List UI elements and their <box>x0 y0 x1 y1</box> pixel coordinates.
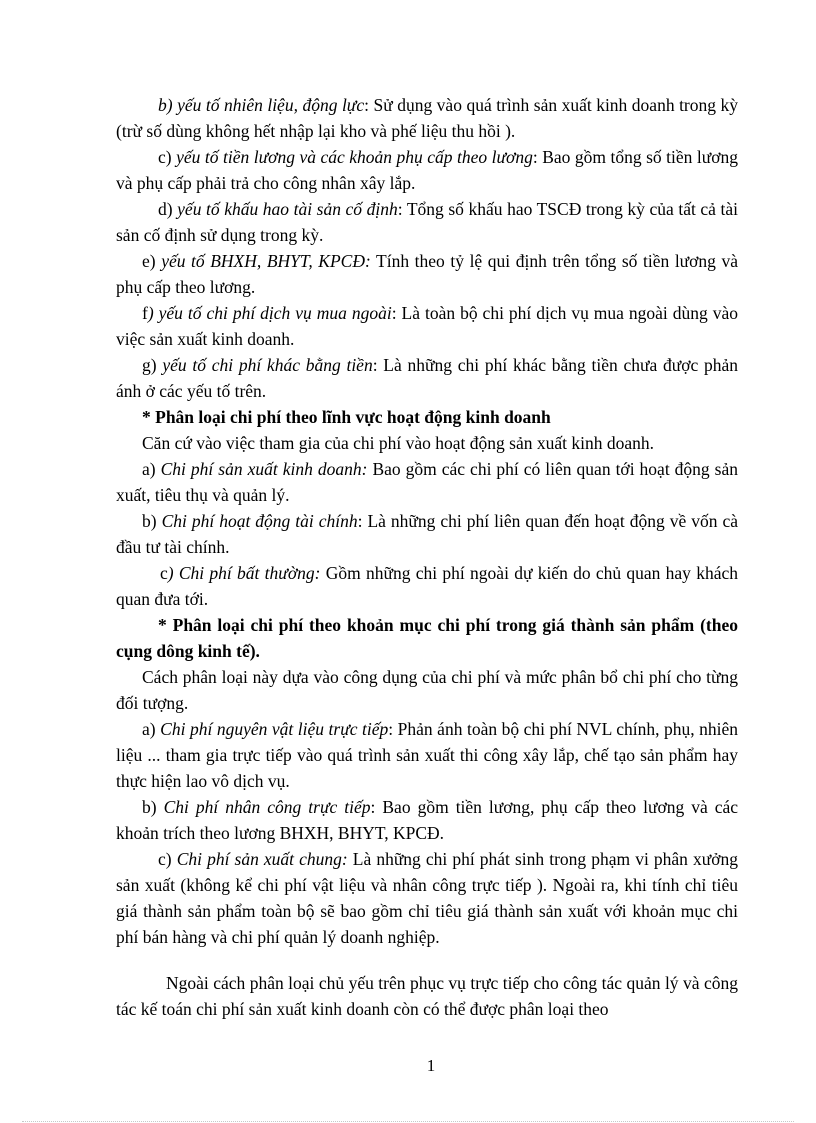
item-label: a) <box>142 719 156 739</box>
paragraph-outsourced-service-factor <box>116 300 738 352</box>
item-label: b) <box>158 95 173 115</box>
item-text: : Phản ánh toàn bộ chi phí NVL chính, phụ, nhiên liệu ... tham gia trực tiếp vào quá trình sản xuất thi công xây lắp, chế tạo sản phẩm hay thực hiện lao vô dịch vụ. <box>116 719 739 791</box>
paragraph-insurance-factor <box>116 248 738 300</box>
item-label: b) <box>142 511 157 531</box>
item-text: : Là những chi phí liên quan đến hoạt động về vốn cà đầu tư tài chính. <box>116 511 738 557</box>
item-text: Là những chi phí phát sinh trong phạm vi phân xưởng sản xuất (không kể chi phí vật liệu và nhân công trực tiếp ). Ngoài ra, khi tính chỉ tiêu giá thành sản phẩm toàn bộ sẽ bao gồm chỉ tiêu giá thành sản xuất với khoản mục chi phí bán hàng và chi phí quản lý doanh nghiệp. <box>116 849 738 947</box>
item-text: : Sử dụng vào quá trình sản xuất kinh doanh trong kỳ (trừ số dùng không hết nhập lại kho và phế liệu thu hồi ). <box>116 95 738 141</box>
paragraph-direct-material <box>116 716 738 794</box>
paragraph-financial-cost <box>116 508 738 560</box>
item-text: : Là những chi phí khác bằng tiền chưa được phản ánh ở các yếu tố trên. <box>116 355 739 401</box>
item-term: Chi phí nhân công trực tiếp <box>163 797 371 817</box>
paragraph-irregular-cost <box>116 560 738 612</box>
item-term: ) Chi phí bất thường: <box>167 563 321 583</box>
item-text: Tính theo tỷ lệ qui định trên tổng số tiền lương và phụ cấp theo lương. <box>116 251 739 297</box>
paragraph-salary-factor <box>116 144 738 196</box>
item-term: yếu tố BHXH, BHYT, KPCĐ: <box>161 251 371 271</box>
item-term: yếu tố chi phí khác bằng tiền <box>162 355 373 375</box>
item-term: yếu tố nhiên liệu, động lực <box>177 95 365 115</box>
item-label: d) <box>158 199 173 219</box>
item-label: a) <box>142 459 156 479</box>
paragraph-direct-labor <box>116 794 738 846</box>
paragraph-depreciation-factor <box>116 196 738 248</box>
item-text: : Là toàn bộ chi phí dịch vụ mua ngoài dùng vào việc sản xuất kinh doanh. <box>116 303 738 349</box>
item-term: yếu tố khấu hao tài sản cố định <box>177 199 398 219</box>
item-term: Chi phí sản xuất chung: <box>176 849 348 869</box>
section-heading-cost-items: * Phân loại chi phí theo khoản mục chi phí trong giá thành sản phẩm (theo cụng dông kinh tế). <box>116 615 738 661</box>
paragraph-classification-basis: Cách phân loại này dựa vào công dụng của chi phí và mức phân bổ chi phí cho từng đối tượng. <box>116 667 738 713</box>
item-text: : Bao gồm tổng số tiền lương và phụ cấp phải trả cho công nhân xây lắp. <box>116 147 738 193</box>
item-label: e) <box>142 251 156 271</box>
item-label: g) <box>142 355 157 375</box>
item-text: Gồm những chi phí ngoài dự kiến do chủ quan hay khách quan đưa tới. <box>116 563 738 609</box>
item-term: Chi phí nguyên vật liệu trực tiếp <box>160 719 389 739</box>
item-label: c) <box>158 849 172 869</box>
item-label: c) <box>158 147 172 167</box>
item-term: yếu tố tiền lương và các khoản phụ cấp theo lương <box>176 147 533 167</box>
item-label: c <box>160 563 168 583</box>
paragraph-production-cost <box>116 456 738 508</box>
item-term: Chi phí hoạt động tài chính <box>161 511 358 531</box>
item-text: : Bao gồm tiền lương, phụ cấp theo lương và các khoản trích theo lương BHXH, BHYT, KPCĐ. <box>116 797 739 843</box>
page-bottom-divider <box>22 1121 794 1122</box>
paragraph-general-production <box>116 846 738 950</box>
item-term: ) yếu tố chi phí dịch vụ mua ngoài <box>147 303 392 323</box>
item-label: b) <box>142 797 157 817</box>
item-text: Bao gồm các chi phí có liên quan tới hoạt động sản xuất, tiêu thụ và quản lý. <box>116 459 739 505</box>
item-label: f <box>142 303 148 323</box>
item-term: Chi phí sản xuất kinh doanh: <box>160 459 368 479</box>
section-heading-business-activity: * Phân loại chi phí theo lĩnh vực hoạt động kinh doanh <box>142 407 551 427</box>
paragraph-conclusion: Ngoài cách phân loại chủ yếu trên phục vụ trực tiếp cho công tác quản lý và công tác kế toán chi phí sản xuất kinh doanh còn có thể được phân loại theo <box>116 973 738 1019</box>
paragraph-basis: Căn cứ vào việc tham gia của chi phí vào hoạt động sản xuất kinh doanh. <box>142 433 654 453</box>
item-text: : Tổng số khấu hao TSCĐ trong kỳ của tất cả tài sản cố định sử dụng trong kỳ. <box>116 199 739 245</box>
paragraph-fuel-factor <box>116 92 738 144</box>
paragraph-other-cash-factor <box>116 352 738 404</box>
page-number: 1 <box>426 1056 436 1075</box>
